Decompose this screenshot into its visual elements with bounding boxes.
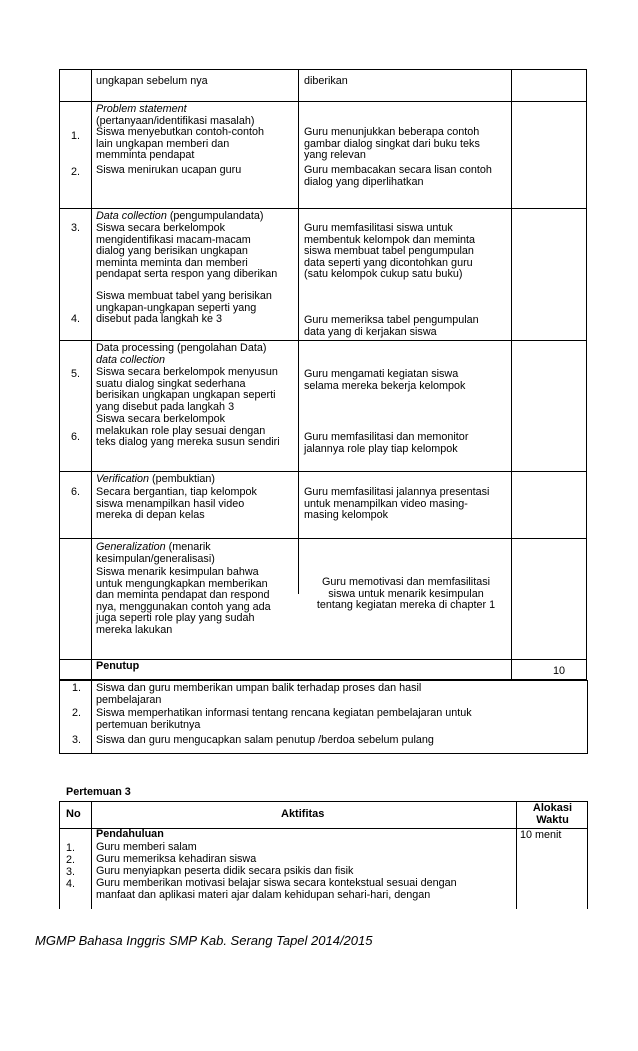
item-number: 1. bbox=[72, 682, 82, 694]
row-number: 6. bbox=[71, 486, 81, 498]
item-number: 3. bbox=[66, 866, 76, 878]
item-number: 1. bbox=[66, 842, 76, 854]
student-activity: Secara bergantian, tiap kelompok siswa menampilkan hasil video mereka di depan kelas bbox=[96, 486, 257, 522]
opening-item: Guru memeriksa kehadiran siswa bbox=[96, 853, 257, 865]
activities-table bbox=[59, 69, 587, 680]
row-divider bbox=[59, 538, 587, 539]
row-number: 5. bbox=[71, 368, 81, 380]
opening-item: Guru menyiapkan peserta didik secara psikis dan fisik bbox=[96, 865, 354, 877]
col-header-activity: Aktifitas bbox=[281, 808, 325, 820]
row-number: 4. bbox=[71, 313, 81, 325]
teacher-activity: Guru memotivasi dan memfasilitasi siswa untuk menarik kesimpulan tentang kegiatan mereka di chapter 1 bbox=[316, 576, 496, 612]
time-allocation: 10 menit bbox=[520, 829, 562, 841]
section-title: Penutup bbox=[96, 660, 140, 672]
teacher-activity: Guru membacakan secara lisan contoh dialog yang diperlihatkan bbox=[304, 164, 492, 188]
teacher-text: diberikan bbox=[304, 75, 348, 87]
step-subtitle: (pertanyaan/identifikasi masalah) bbox=[96, 115, 255, 127]
row-number: 3. bbox=[71, 222, 81, 234]
item-number: 2. bbox=[66, 854, 76, 866]
step-title: Problem statement bbox=[96, 103, 187, 115]
teacher-activity: Guru memfasilitasi dan memonitor jalannya role play tiap kelompok bbox=[304, 431, 469, 455]
time-allocation: 10 bbox=[553, 665, 566, 677]
meeting-heading: Pertemuan 3 bbox=[66, 786, 131, 798]
row-divider bbox=[59, 101, 587, 102]
student-activity: Siswa secara berkelompok melakukan role play sesuai dengan teks dialog yang mereka susun sendiri bbox=[96, 413, 280, 449]
row-number: 6. bbox=[71, 431, 81, 443]
student-activity: Siswa membuat tabel yang berisikan ungkapan-ungkapan seperti yang disebut pada langkah ke 3 bbox=[96, 290, 272, 326]
row-divider bbox=[59, 208, 587, 209]
row-divider bbox=[59, 471, 587, 472]
col-divider bbox=[511, 69, 512, 680]
student-activity: Siswa secara berkelompok mengidentifikasi macam-macam dialog yang berisikan ungkapan meminta meminta dan memberi pendapat serta respon yang diberikan bbox=[96, 222, 278, 281]
closing-item: Siswa memperhatikan informasi tentang rencana kegiatan pembelajaran untuk pertemuan berikutnya bbox=[96, 707, 472, 731]
teacher-activity: Guru memfasilitasi siswa untuk membentuk kelompok dan meminta siswa membuat tabel pengumpulan data seperti yang dicontohkan guru (satu kelompok cukup satu buku) bbox=[304, 222, 476, 281]
step-subtitle: data collection bbox=[96, 354, 166, 366]
opening-item: Guru memberikan motivasi belajar siswa secara kontekstual sesuai dengan manfaat dan aplikasi materi ajar dalam kehidupan sehari-hari, dengan bbox=[96, 877, 457, 901]
col-divider bbox=[91, 801, 92, 909]
col-divider bbox=[91, 69, 92, 680]
step-title: Data collection (pengumpulandata) bbox=[96, 210, 264, 222]
teacher-activity: Guru memfasilitasi jalannya presentasi untuk menampilkan video masing- masing kelompok bbox=[304, 486, 490, 522]
teacher-activity: Guru memeriksa tabel pengumpulan data yang di kerjakan siswa bbox=[304, 314, 479, 338]
col-header-time: Alokasi Waktu bbox=[532, 802, 573, 826]
item-number: 2. bbox=[72, 707, 82, 719]
step-title: Verification (pembuktian) bbox=[96, 473, 216, 485]
col-divider bbox=[298, 69, 299, 594]
closing-item: Siswa dan guru mengucapkan salam penutup /berdoa sebelum pulang bbox=[96, 734, 434, 746]
step-title: Generalization (menarik bbox=[96, 541, 211, 553]
row-number: 2. bbox=[71, 166, 81, 178]
teacher-activity: Guru mengamati kegiatan siswa selama mereka bekerja kelompok bbox=[304, 368, 466, 392]
step-subtitle: kesimpulan/generalisasi) bbox=[96, 553, 215, 565]
student-activity: Siswa secara berkelompok menyusun suatu dialog singkat sederhana berisikan ungkapan ungkapan seperti yang disebut pada langkah 3 bbox=[96, 366, 278, 413]
step-title: Data processing (pengolahan Data) bbox=[96, 342, 267, 354]
activity-text: ungkapan sebelum nya bbox=[96, 75, 208, 87]
teacher-activity: Guru menunjukkan beberapa contoh gambar dialog singkat dari buku teks yang relevan bbox=[304, 126, 480, 162]
opening-item: Guru memberi salam bbox=[96, 841, 197, 853]
col-divider bbox=[91, 680, 92, 754]
student-activity: Siswa menyebutkan contoh-contoh lain ungkapan memberi dan memminta pendapat bbox=[96, 126, 265, 162]
page-footer: MGMP Bahasa Inggris SMP Kab. Serang Tapel 2014/2015 bbox=[35, 933, 373, 948]
item-number: 4. bbox=[66, 878, 76, 890]
item-number: 3. bbox=[72, 734, 82, 746]
row-divider bbox=[59, 340, 587, 341]
col-header-no: No bbox=[66, 808, 81, 820]
student-activity: Siswa menirukan ucapan guru bbox=[96, 164, 242, 176]
row-number: 1. bbox=[71, 130, 81, 142]
student-activity: Siswa menarik kesimpulan bahwa untuk mengungkapkan memberikan dan meminta pendapat dan respond nya, menggunakan contoh yang ada juga seperti role play yang sudah mereka lakukan bbox=[96, 566, 271, 636]
section-title: Pendahuluan bbox=[96, 828, 164, 840]
closing-item: Siswa dan guru memberikan umpan balik terhadap proses dan hasil pembelajaran bbox=[96, 682, 422, 706]
